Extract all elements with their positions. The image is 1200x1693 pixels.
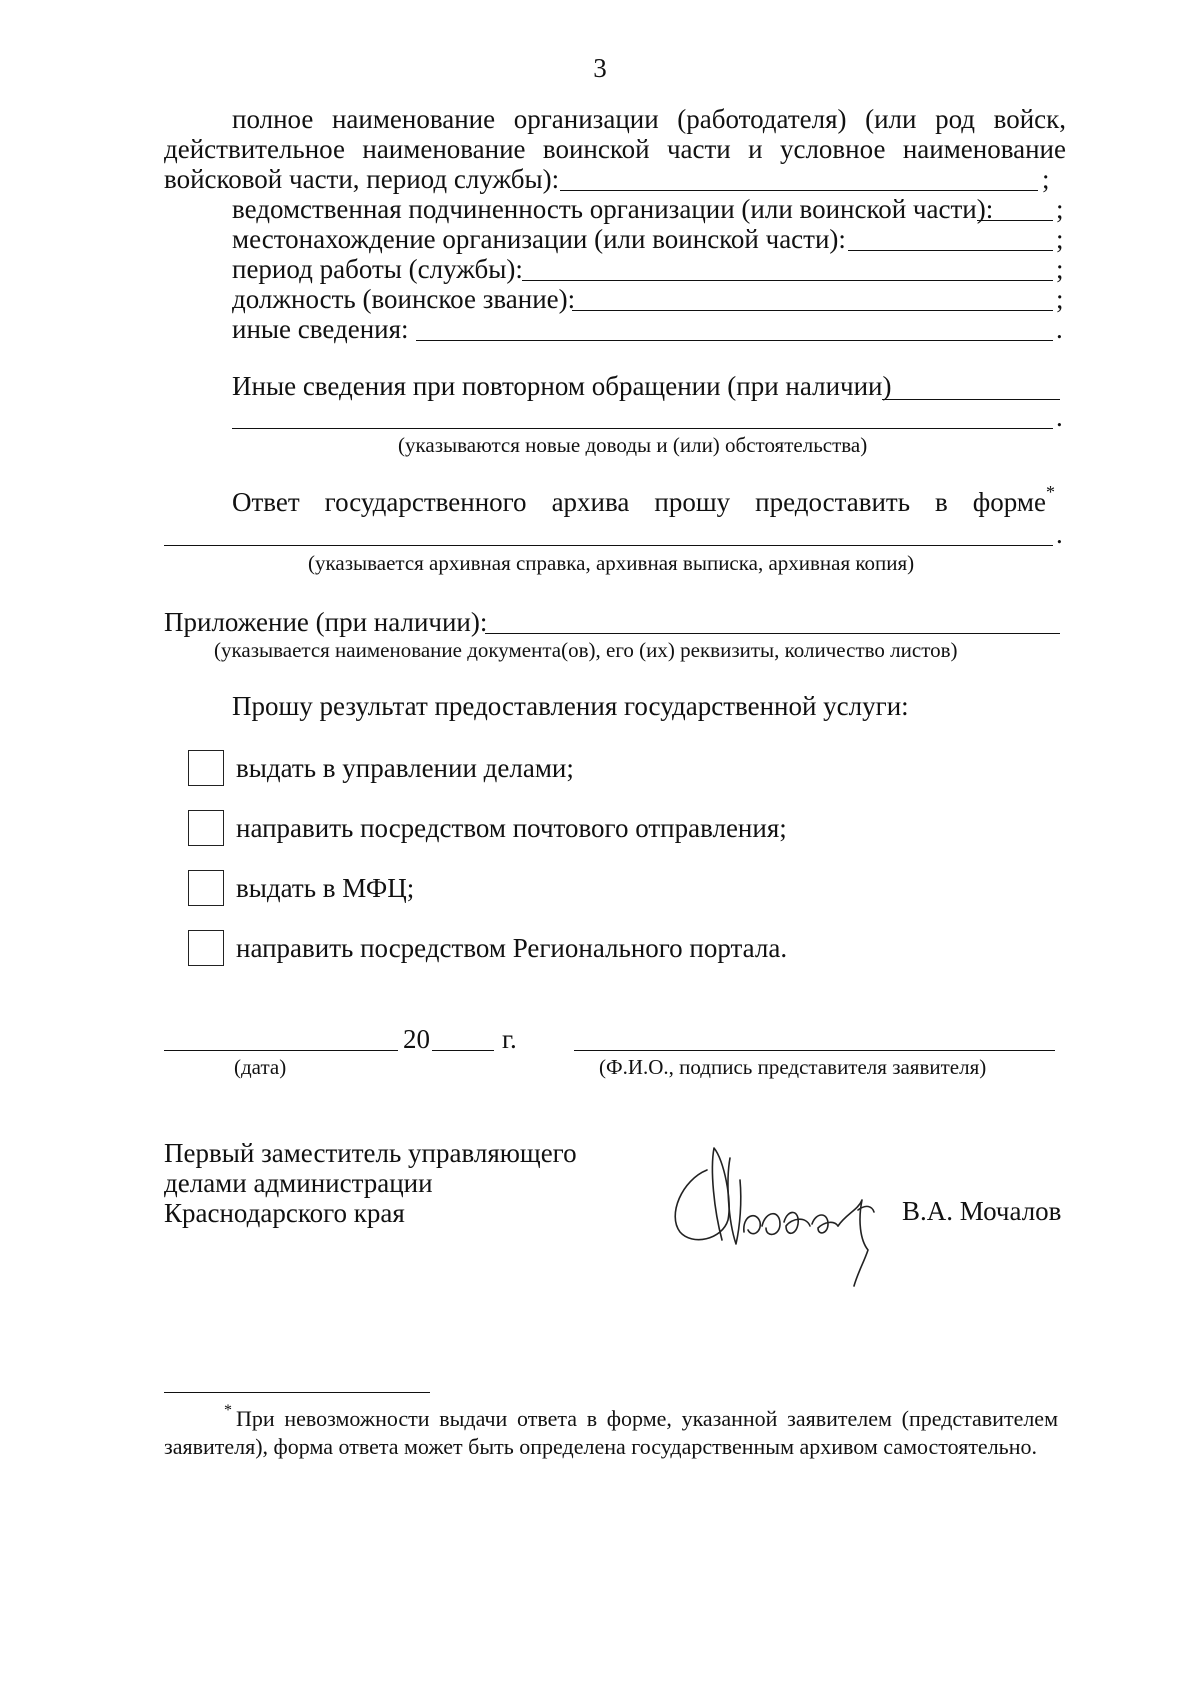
year-prefix: 20 [403,1024,430,1054]
option-label-mfc: выдать в МФЦ; [236,873,415,903]
position-end: ; [1056,284,1064,314]
other-info-label: иные сведения: [232,314,409,344]
repeat-request-field-1[interactable] [882,399,1060,400]
footnote-marker: * [224,1402,232,1419]
footnote-separator [164,1392,430,1393]
repeat-request-field-2[interactable] [232,428,1053,429]
year-suffix: г. [502,1024,517,1054]
option-checkbox-portal[interactable] [188,930,224,966]
response-word: в [935,487,948,517]
response-form-hint: (указывается архивная справка, архивная выписка, архивная копия) [308,551,915,575]
work-period-field[interactable] [522,280,1053,281]
footnote-line-1: При невозможности выдачи ответа в форме, указанной заявителем (представителем [236,1406,1058,1431]
repeat-request-label: Иные сведения при повторном обращении (при наличии) [232,371,892,401]
org-line-3-end: ; [1042,164,1050,194]
handwritten-signature [662,1140,892,1290]
other-info-field[interactable] [416,340,1053,341]
response-word: прошу [654,487,731,517]
work-period-end: ; [1056,254,1064,284]
org-line-3-label: войсковой части, период службы): [164,164,560,194]
org-line-2: действительное наименование воинской части и условное наименование [164,134,1066,164]
response-word: форме [972,487,1046,517]
location-field[interactable] [848,250,1053,251]
position-label: должность (воинское звание): [232,284,576,314]
response-form-line [232,486,1046,518]
org-line-1: полное наименование организации (работодателя) (или род войск, [232,104,1066,134]
repeat-request-end: . [1056,402,1063,432]
military-unit-field[interactable] [560,190,1038,191]
repeat-request-hint: (указываются новые доводы и (или) обстоятельства) [398,433,868,457]
work-period-label: период работы (службы): [232,254,523,284]
option-checkbox-post[interactable] [188,810,224,846]
option-label-office: выдать в управлении делами; [236,753,574,783]
response-form-end: . [1056,519,1063,549]
page-number: 3 [593,53,607,83]
signature-hint: (Ф.И.О., подпись представителя заявителя) [599,1055,987,1079]
signatory-name: В.А. Мочалов [902,1196,1062,1226]
subordination-end: ; [1056,194,1064,224]
subordination-field[interactable] [977,220,1053,221]
option-checkbox-mfc[interactable] [188,870,224,906]
attachment-hint: (указывается наименование документа(ов), его (их) реквизиты, количество листов) [214,638,958,662]
response-word: предоставить [755,487,911,517]
position-field[interactable] [572,310,1053,311]
location-label: местонахождение организации (или воинской части): [232,224,846,254]
option-label-post: направить посредством почтового отправления; [236,813,787,843]
attachment-label: Приложение (при наличии): [164,607,488,637]
attachment-field[interactable] [485,633,1060,634]
response-form-field[interactable] [164,545,1053,546]
subordination-label: ведомственная подчиненность организации (или воинской части): [232,194,994,224]
option-checkbox-office[interactable] [188,750,224,786]
result-request-title: Прошу результат предоставления государственной услуги: [232,691,909,721]
date-field[interactable] [164,1050,398,1051]
signatory-title-line-3: Краснодарского края [164,1198,405,1228]
signatory-title-line-1: Первый заместитель управляющего [164,1138,577,1168]
signatory-title-line-2: делами администрации [164,1168,433,1198]
location-end: ; [1056,224,1064,254]
other-info-end: . [1056,314,1063,344]
response-word: государственного [324,487,527,517]
date-hint: (дата) [234,1055,287,1079]
signature-field[interactable] [574,1050,1055,1051]
option-label-portal: направить посредством Регионального портала. [236,933,788,963]
footnote-line-2: заявителя), форма ответа может быть определена государственным архивом самостоятельно. [164,1434,1037,1459]
response-word: Ответ [232,487,300,517]
footnote-reference-marker: * [1046,482,1055,502]
year-field[interactable] [432,1050,494,1051]
response-word: архива [551,487,630,517]
